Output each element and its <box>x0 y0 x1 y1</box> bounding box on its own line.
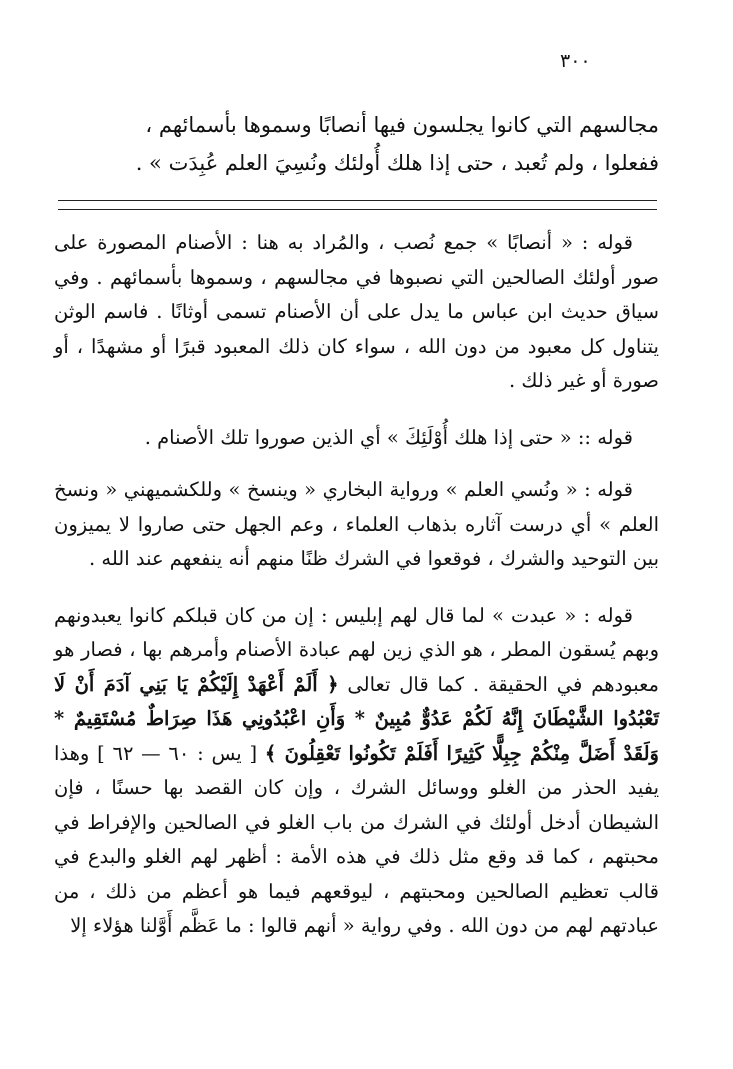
paragraph-text: قوله : « عبدت » لما قال لهم إبليس : إن من كان قبلكم كانوا يعبدونهم وبهم يُسقون المطر ، هو الذي زين لهم عبادة الأصنام وأمرهم بها ، فصار هو معبودهم في الحقيقة . كما قال تعالى <box>54 603 659 696</box>
page-number: ٣٠٠ <box>560 50 591 72</box>
verse-reference: [ يس : ٦٠ — ٦٢ ] <box>89 741 265 765</box>
quran-verse: ﴿ أَلَمْ أَعْهَدْ إِلَيْكُمْ يَا بَنِي آدَمَ أَنْ لَا تَعْبُدُوا الشَّيْطَانَ إِنَّهُ لَكُمْ عَدُوٌّ مُبِينٌ * وَأَنِ اعْبُدُونِي هَذَا صِرَاطٌ مُسْتَقِيمٌ * وَلَقَدْ أَضَلَّ مِنْكُمْ جِبِلًّا كَثِيرًا أَفَلَمْ تَكُونُوا تَعْقِلُونَ ﴾ <box>54 672 659 765</box>
paragraph-text: وهذا يفيد الحذر من الغلو ووسائل الشرك ، وإن كان القصد بها حسنًا ، فإن الشيطان أدخل أولئك في الشرك من باب الغلو في الصالحين والإفراط في محبتهم ، كما قد وقع مثل ذلك في هذه الأمة : أظهر لهم الغلو والبدع في قالب تعظيم الصالحين ومحبتهم ، ليوقعهم فيما هو أعظم من ذلك ، من عبادتهم لهم من دون الله . وفي رواية « أنهم قالوا : ما عَظَّم أَوَّلنا هؤلاء إلا <box>54 741 659 937</box>
main-text-line: ففعلوا ، ولم تُعبد ، حتى إذا هلك أُولئك ونُسِيَ العلم عُبِدَت » . <box>135 151 659 175</box>
commentary-paragraph: قوله :: « حتى إذا هلك أُوْلَئِكَ » أي الذين صوروا تلك الأصنام . <box>144 425 633 449</box>
commentary-paragraph: قوله : « أنصابًا » جمع نُصب ، والمُراد به هنا : الأصنام المصورة على صور أولئك الصالحين التي نصبوها في مجالسهم ، وسموها بأسمائهم . وفي سياق حديث ابن عباس ما يدل على أن الأصنام تسمى أوثانًا . فاسم الوثن يتناول كل معبود من دون الله ، سواء كان ذلك المعبود قبرًا أو مشهدًا ، أو صورة أو غير ذلك . <box>54 231 659 392</box>
separator-rule <box>58 200 657 210</box>
main-text-line: مجالسهم التي كانوا يجلسون فيها أنصابًا وسموها بأسمائهم ، <box>145 113 659 137</box>
commentary-paragraph <box>54 599 659 944</box>
main-text <box>54 106 659 182</box>
commentary-paragraph: قوله : « ونُسي العلم » ورواية البخاري « وينسخ » وللكشميهني « ونسخ العلم » أي درست آثاره بذهاب العلماء ، وعم الجهل حتى صاروا لا يميزون بين التوحيد والشرك ، فوقعوا في الشرك ظنًا منهم أنه ينفعهم عند الله . <box>54 478 659 570</box>
commentary <box>54 226 659 966</box>
